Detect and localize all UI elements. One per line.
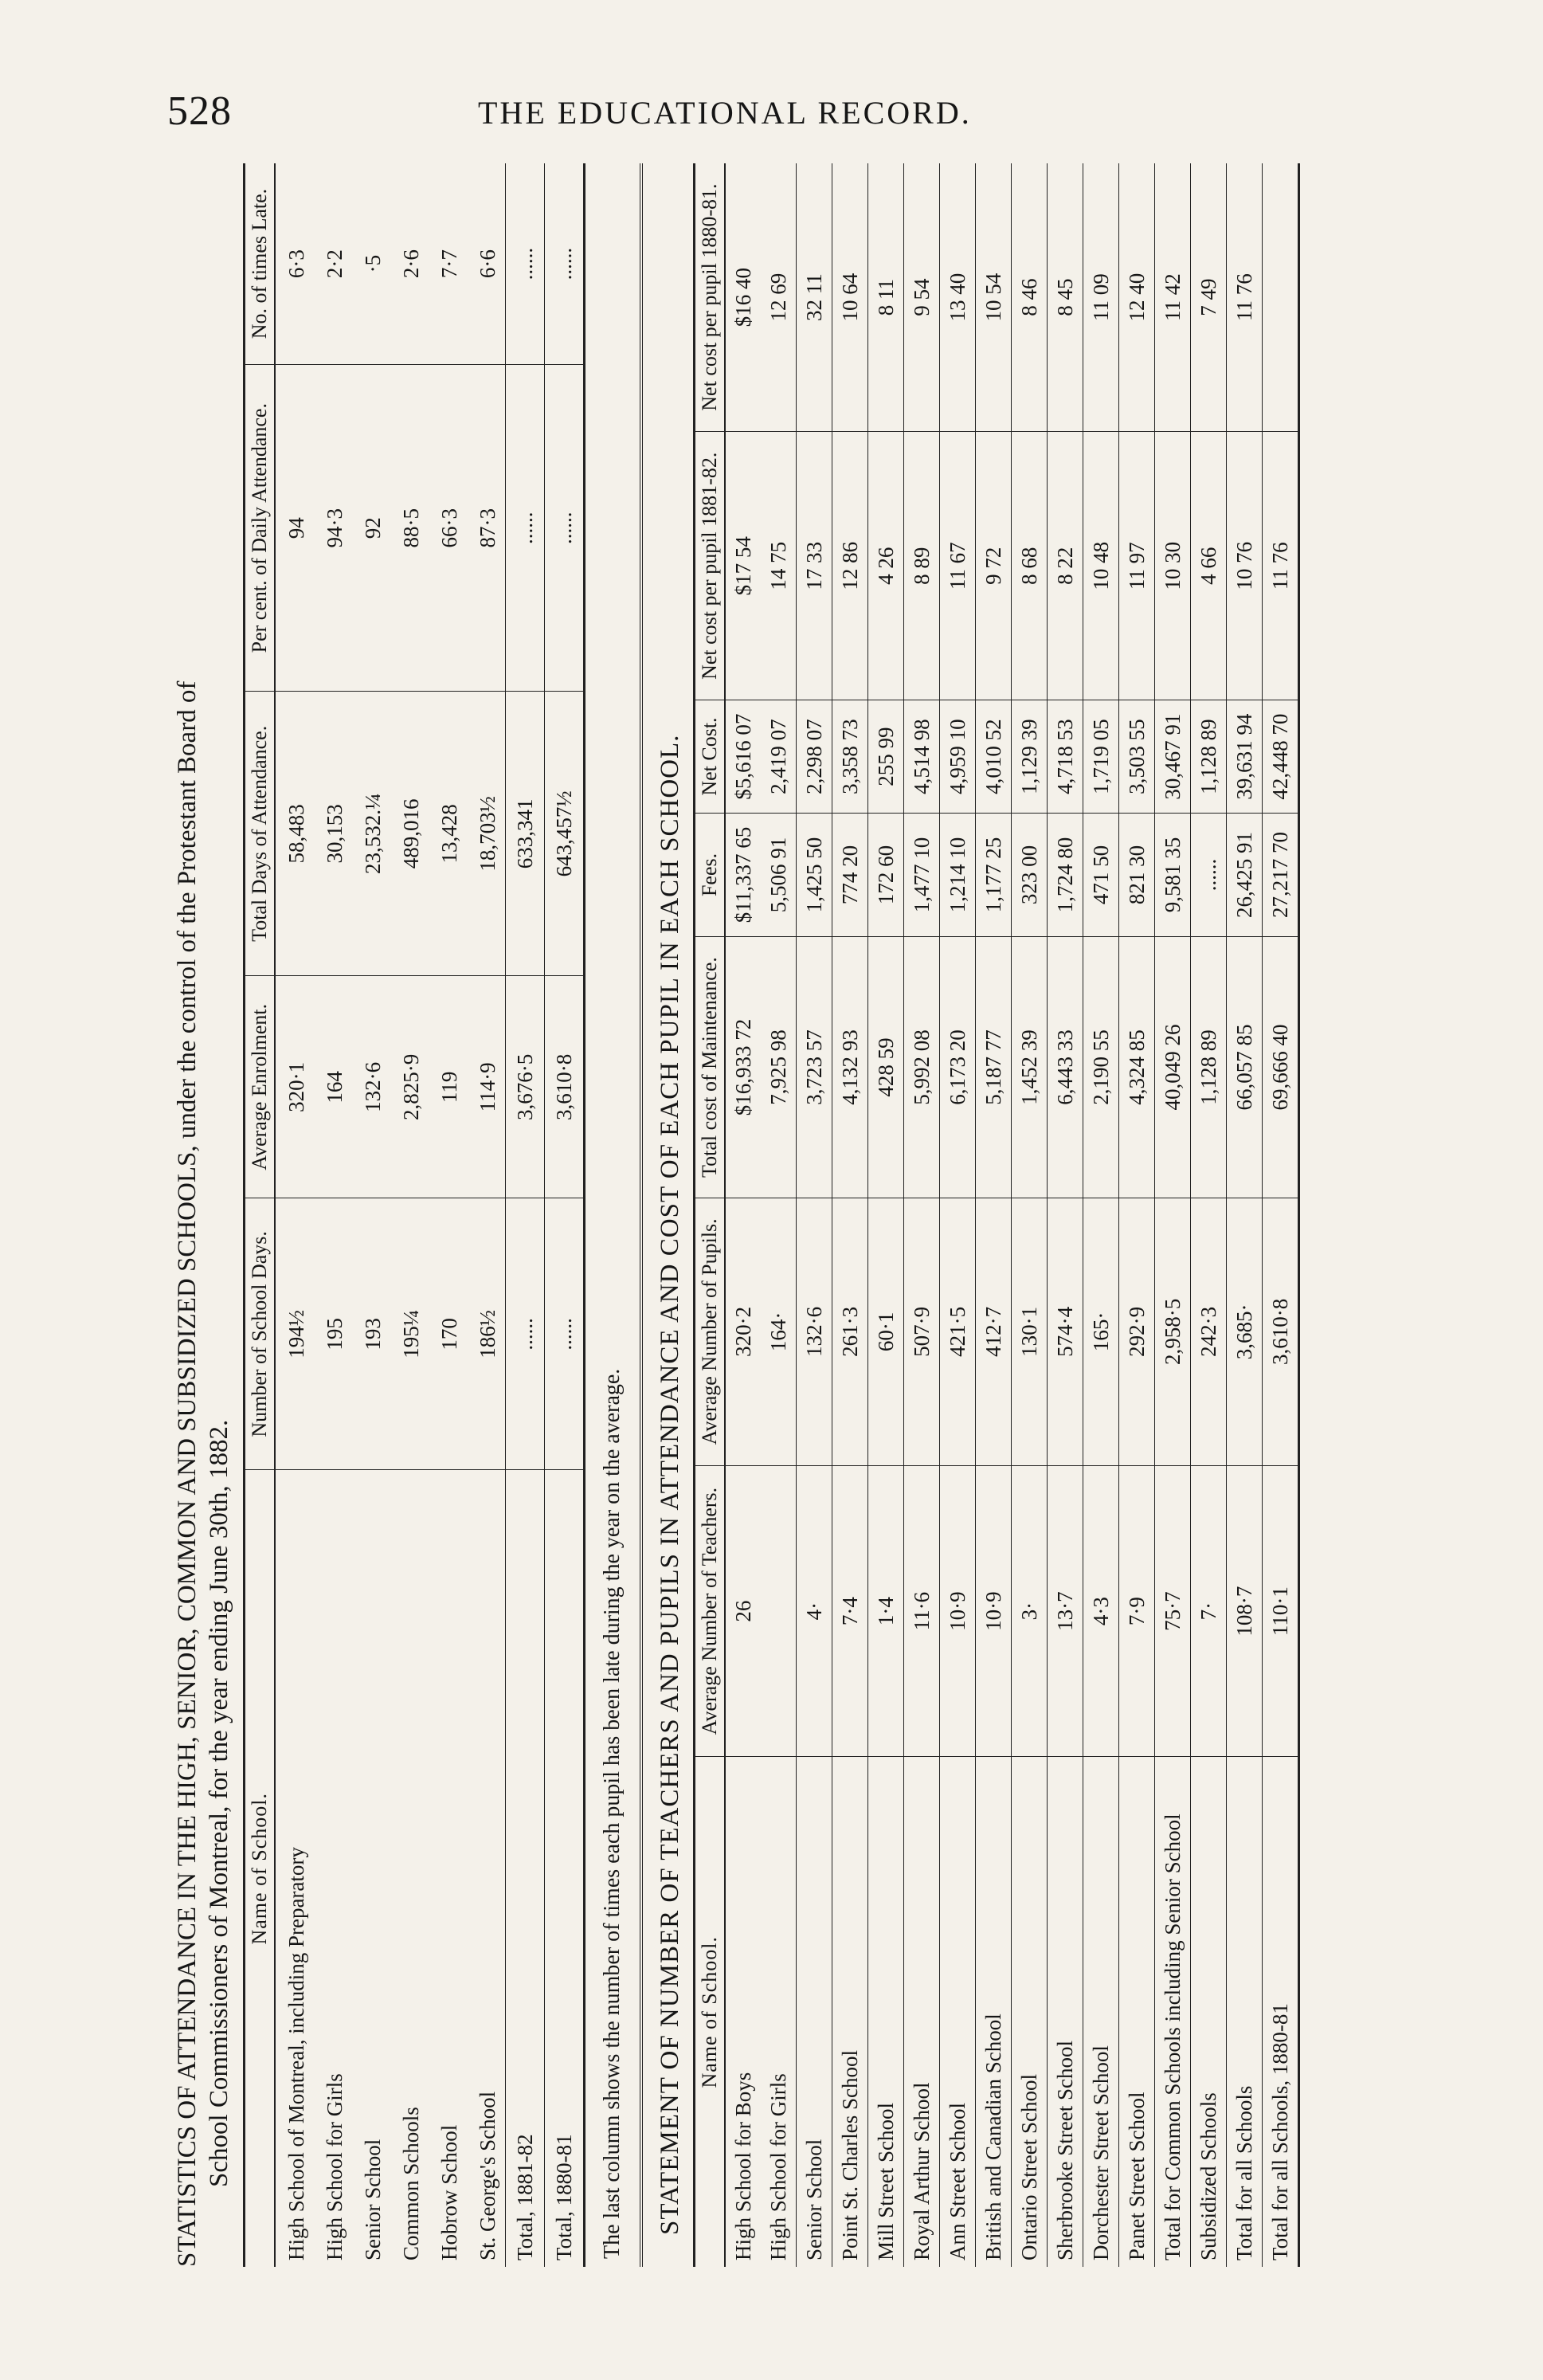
table-row bbox=[1119, 163, 1155, 2267]
cell-value: 195¼ bbox=[390, 1198, 429, 1470]
table-row bbox=[1191, 163, 1227, 2267]
cell-value: 1,129 39 bbox=[1012, 700, 1048, 813]
cell-value: 7 49 bbox=[1191, 163, 1227, 432]
cell-value: 110·1 bbox=[1263, 1465, 1299, 1757]
cell-value: 3,610·8 bbox=[545, 976, 585, 1198]
cell-value: 10·9 bbox=[976, 1465, 1012, 1757]
cell-value: 58,483 bbox=[275, 692, 314, 976]
cell-value: 5,506 91 bbox=[761, 813, 797, 936]
cell-value: 11·6 bbox=[904, 1465, 940, 1757]
cell-value: ·5 bbox=[352, 163, 390, 365]
col-header: Number of School Days. bbox=[245, 1198, 276, 1470]
cell-value: 27,217 70 bbox=[1263, 813, 1299, 936]
table-row bbox=[275, 163, 314, 2267]
cell-value: 471 50 bbox=[1083, 813, 1119, 936]
cell-value: ...... bbox=[545, 1198, 585, 1470]
cell-value: 186½ bbox=[467, 1198, 506, 1470]
cell-value: 3,676·5 bbox=[506, 976, 545, 1198]
cell-value: 6,173 20 bbox=[940, 937, 976, 1198]
cell-value: $11,337 65 bbox=[725, 813, 761, 936]
cell-value: $5,616 07 bbox=[725, 700, 761, 813]
row-label: Subsidized Schools bbox=[1191, 1757, 1227, 2267]
cell-value: 9,581 35 bbox=[1155, 813, 1191, 936]
cell-value: 87·3 bbox=[467, 365, 506, 692]
cell-value: 2·2 bbox=[314, 163, 352, 365]
col-header: Net Cost. bbox=[695, 700, 726, 813]
cell-value: 40,049 26 bbox=[1155, 937, 1191, 1198]
row-label: Total, 1881-82 bbox=[506, 1470, 545, 2267]
cell-value: 26,425 91 bbox=[1227, 813, 1263, 936]
cell-value: 2,825·9 bbox=[390, 976, 429, 1198]
cell-value: $17 54 bbox=[725, 432, 761, 700]
cell-value: 3,685· bbox=[1227, 1198, 1263, 1465]
cell-value: 4,132 93 bbox=[832, 937, 868, 1198]
cell-value: 633,341 bbox=[506, 692, 545, 976]
row-label: Point St. Charles School bbox=[832, 1757, 868, 2267]
table-row bbox=[352, 163, 390, 2267]
cell-value: 1,452 39 bbox=[1012, 937, 1048, 1198]
cell-value: 2,190 55 bbox=[1083, 937, 1119, 1198]
col-header: Average Number of Teachers. bbox=[695, 1465, 726, 1757]
row-label: Total, 1880-81 bbox=[545, 1470, 585, 2267]
cell-value: 130·1 bbox=[1012, 1198, 1048, 1465]
cell-value: ...... bbox=[545, 163, 585, 365]
cell-value: 13,428 bbox=[429, 692, 467, 976]
table-row bbox=[1263, 163, 1299, 2267]
cell-value: 3· bbox=[1012, 1465, 1048, 1757]
col-header: Name of School. bbox=[695, 1757, 726, 2267]
cell-value: 1,177 25 bbox=[976, 813, 1012, 936]
cost-table bbox=[693, 163, 1300, 2267]
page-number: 528 bbox=[167, 88, 232, 134]
cell-value: 3,610·8 bbox=[1263, 1198, 1299, 1465]
cell-value: 66,057 85 bbox=[1227, 937, 1263, 1198]
cell-value: 18,703½ bbox=[467, 692, 506, 976]
cell-value: 1,425 50 bbox=[797, 813, 832, 936]
row-label: Ann Street School bbox=[940, 1757, 976, 2267]
row-label: British and Canadian School bbox=[976, 1757, 1012, 2267]
cell-value: 4,324 85 bbox=[1119, 937, 1155, 1198]
cell-value: 12 69 bbox=[761, 163, 797, 432]
cell-value: 94·3 bbox=[314, 365, 352, 692]
cell-value: 5,187 77 bbox=[976, 937, 1012, 1198]
cell-value: 195 bbox=[314, 1198, 352, 1470]
cell-value: 7· bbox=[1191, 1465, 1227, 1757]
cell-value: 1·4 bbox=[868, 1465, 904, 1757]
cell-value: $16 40 bbox=[725, 163, 761, 432]
cell-value: 8 22 bbox=[1048, 432, 1083, 700]
cell-value: ...... bbox=[506, 163, 545, 365]
cost-header-row bbox=[695, 163, 726, 2267]
table1-caption: STATISTICS OF ATTENDANCE IN THE HIGH, SENIOR, COMMON AND SUBSIDIZED SCHOOLS, under the control of the Protestant Board of School Commissioners of Montreal, for the year ending June 30th, 1882. bbox=[173, 680, 233, 2267]
cell-value: 12 40 bbox=[1119, 163, 1155, 432]
cell-value: 26 bbox=[725, 1465, 761, 1757]
cell-value: 489,016 bbox=[390, 692, 429, 976]
running-title: THE EDUCATIONAL RECORD. bbox=[478, 95, 972, 131]
cell-value: 320·2 bbox=[725, 1198, 761, 1465]
cell-value: 164 bbox=[314, 976, 352, 1198]
table-row bbox=[467, 163, 506, 2267]
row-label: Panet Street School bbox=[1119, 1757, 1155, 2267]
cell-value: 1,214 10 bbox=[940, 813, 976, 936]
table-row bbox=[314, 163, 352, 2267]
cell-value: 194½ bbox=[275, 1198, 314, 1470]
cell-value: 2,298 07 bbox=[797, 700, 832, 813]
cell-value: 2,419 07 bbox=[761, 700, 797, 813]
cell-value: 643,457½ bbox=[545, 692, 585, 976]
cell-value: 428 59 bbox=[868, 937, 904, 1198]
cell-value: 94 bbox=[275, 365, 314, 692]
cell-value: 4 66 bbox=[1191, 432, 1227, 700]
cell-value: 11 76 bbox=[1227, 163, 1263, 432]
cell-value: 88·5 bbox=[390, 365, 429, 692]
cell-value: 132·6 bbox=[797, 1198, 832, 1465]
cell-value: 132·6 bbox=[352, 976, 390, 1198]
cell-value: 507·9 bbox=[904, 1198, 940, 1465]
col-header: Fees. bbox=[695, 813, 726, 936]
table-row bbox=[940, 163, 976, 2267]
cell-value: 12 86 bbox=[832, 432, 868, 700]
cell-value: 4,010 52 bbox=[976, 700, 1012, 813]
cell-value bbox=[1263, 163, 1299, 432]
col-header: Total cost of Maintenance. bbox=[695, 937, 726, 1198]
cell-value: 30,467 91 bbox=[1155, 700, 1191, 813]
cell-value: 10·9 bbox=[940, 1465, 976, 1757]
cell-value: 323 00 bbox=[1012, 813, 1048, 936]
cell-value: 11 76 bbox=[1263, 432, 1299, 700]
cell-value: 13 40 bbox=[940, 163, 976, 432]
cell-value: 7·4 bbox=[832, 1465, 868, 1757]
col-header: No. of times Late. bbox=[245, 163, 276, 365]
row-label: High School for Girls bbox=[323, 2073, 347, 2260]
cell-value: 1,477 10 bbox=[904, 813, 940, 936]
cell-value: 172 60 bbox=[868, 813, 904, 936]
cell-value: ...... bbox=[1191, 813, 1227, 936]
table-row bbox=[1083, 163, 1119, 2267]
cell-value: 574·4 bbox=[1048, 1198, 1083, 1465]
cell-value bbox=[761, 1465, 797, 1757]
cell-value: 10 64 bbox=[832, 163, 868, 432]
row-label: High School for Boys bbox=[731, 2072, 755, 2260]
row-label: Common Schools bbox=[399, 2107, 423, 2260]
cell-value: 14 75 bbox=[761, 432, 797, 700]
attendance-note: The last column shows the number of times each pupil has been late during the year on the average. bbox=[585, 163, 643, 2267]
cell-value: 4,514 98 bbox=[904, 700, 940, 813]
cell-value: 2·6 bbox=[390, 163, 429, 365]
cell-value: 3,503 55 bbox=[1119, 700, 1155, 813]
cell-value: 92 bbox=[352, 365, 390, 692]
cell-value: 3,723 57 bbox=[797, 937, 832, 1198]
col-header: Net cost per pupil 1881-82. bbox=[695, 432, 726, 700]
cell-value: 11 67 bbox=[940, 432, 976, 700]
col-header: Net cost per pupil 1880-81. bbox=[695, 163, 726, 432]
cell-value: 108·7 bbox=[1227, 1465, 1263, 1757]
cell-value: 193 bbox=[352, 1198, 390, 1470]
cell-value: 66·3 bbox=[429, 365, 467, 692]
cell-value: 8 68 bbox=[1012, 432, 1048, 700]
cell-value: 774 20 bbox=[832, 813, 868, 936]
row-label: Senior School bbox=[797, 1757, 832, 2267]
rotated-tables bbox=[171, 163, 1350, 2267]
cell-value: 30,153 bbox=[314, 692, 352, 976]
cell-value: 75·7 bbox=[1155, 1465, 1191, 1757]
cell-value: 6,443 33 bbox=[1048, 937, 1083, 1198]
cell-value: 412·7 bbox=[976, 1198, 1012, 1465]
cell-value: 9 72 bbox=[976, 432, 1012, 700]
cell-value: 7·9 bbox=[1119, 1465, 1155, 1757]
cell-value: 4· bbox=[797, 1465, 832, 1757]
col-header: Name of School. bbox=[245, 1470, 276, 2267]
cell-value: 114·9 bbox=[467, 976, 506, 1198]
cell-value: 69,666 40 bbox=[1263, 937, 1299, 1198]
attendance-header-row bbox=[245, 163, 276, 2267]
cell-value: 821 30 bbox=[1119, 813, 1155, 936]
row-label: Dorchester Street School bbox=[1083, 1757, 1119, 2267]
cell-value: 11 09 bbox=[1083, 163, 1119, 432]
cell-value: ...... bbox=[506, 1198, 545, 1470]
cell-value: 11 97 bbox=[1119, 432, 1155, 700]
cell-value: 261·3 bbox=[832, 1198, 868, 1465]
cell-value: 10 48 bbox=[1083, 432, 1119, 700]
table-row bbox=[761, 163, 797, 2267]
cell-value: 8 11 bbox=[868, 163, 904, 432]
row-label: Hobrow School bbox=[437, 2124, 461, 2260]
cell-value: 8 89 bbox=[904, 432, 940, 700]
row-label: Total for all Schools bbox=[1227, 1757, 1263, 2267]
cell-value: 8 46 bbox=[1012, 163, 1048, 432]
cell-value: 7·7 bbox=[429, 163, 467, 365]
cell-value: 242·3 bbox=[1191, 1198, 1227, 1465]
table-row bbox=[1227, 163, 1263, 2267]
cell-value: 10 30 bbox=[1155, 432, 1191, 700]
cell-value: 5,992 08 bbox=[904, 937, 940, 1198]
cell-value: 13·7 bbox=[1048, 1465, 1083, 1757]
cell-value: 1,128 89 bbox=[1191, 700, 1227, 813]
row-label: Royal Arthur School bbox=[904, 1757, 940, 2267]
table-row bbox=[797, 163, 832, 2267]
cell-value: 165· bbox=[1083, 1198, 1119, 1465]
cell-value: 17 33 bbox=[797, 432, 832, 700]
row-label: Total for all Schools, 1880-81 bbox=[1263, 1757, 1299, 2267]
table-row bbox=[725, 163, 761, 2267]
cell-value: 170 bbox=[429, 1198, 467, 1470]
cell-value: 4·3 bbox=[1083, 1465, 1119, 1757]
table-row bbox=[390, 163, 429, 2267]
cell-value: 421·5 bbox=[940, 1198, 976, 1465]
cell-value: 42,448 70 bbox=[1263, 700, 1299, 813]
cell-value: ...... bbox=[506, 365, 545, 692]
row-label: High School for Girls bbox=[766, 2073, 790, 2260]
row-label: Sherbrooke Street School bbox=[1048, 1757, 1083, 2267]
col-header: Total Days of Attendance. bbox=[245, 692, 276, 976]
running-header bbox=[0, 0, 1543, 159]
cell-value: 9 54 bbox=[904, 163, 940, 432]
row-label: Mill Street School bbox=[868, 1757, 904, 2267]
cell-value: 3,358 73 bbox=[832, 700, 868, 813]
cell-value: 4 26 bbox=[868, 432, 904, 700]
table-row bbox=[545, 163, 585, 2267]
table-row bbox=[976, 163, 1012, 2267]
cell-value: 6·6 bbox=[467, 163, 506, 365]
cell-value: 23,532.¼ bbox=[352, 692, 390, 976]
cell-value: 1,128 89 bbox=[1191, 937, 1227, 1198]
col-header: Per cent. of Daily Attendance. bbox=[245, 365, 276, 692]
cell-value: 292·9 bbox=[1119, 1198, 1155, 1465]
cell-value: $16,933 72 bbox=[725, 937, 761, 1198]
cell-value: 2,958·5 bbox=[1155, 1198, 1191, 1465]
table-row bbox=[506, 163, 545, 2267]
cell-value: 320·1 bbox=[275, 976, 314, 1198]
cell-value: 11 42 bbox=[1155, 163, 1191, 432]
col-header: Average Enrolment. bbox=[245, 976, 276, 1198]
cell-value: 1,719 05 bbox=[1083, 700, 1119, 813]
cell-value: 6·3 bbox=[275, 163, 314, 365]
cell-value: 255 99 bbox=[868, 700, 904, 813]
cell-value: 10 54 bbox=[976, 163, 1012, 432]
row-label: St. George's School bbox=[476, 2091, 499, 2260]
cell-value: 164· bbox=[761, 1198, 797, 1465]
cell-value: 7,925 98 bbox=[761, 937, 797, 1198]
cell-value: ...... bbox=[545, 365, 585, 692]
table-row bbox=[868, 163, 904, 2267]
row-label: Ontario Street School bbox=[1012, 1757, 1048, 2267]
table2-caption: STATEMENT OF NUMBER OF TEACHERS AND PUPILS IN ATTENDANCE AND COST OF EACH PUPIL IN EACH SCHOOL. bbox=[656, 734, 684, 2235]
col-header: Average Number of Pupils. bbox=[695, 1198, 726, 1465]
cell-value: 4,718 53 bbox=[1048, 700, 1083, 813]
cell-value: 39,631 94 bbox=[1227, 700, 1263, 813]
table-row bbox=[429, 163, 467, 2267]
table-row bbox=[904, 163, 940, 2267]
cell-value: 10 76 bbox=[1227, 432, 1263, 700]
attendance-table bbox=[243, 163, 585, 2267]
cell-value: 8 45 bbox=[1048, 163, 1083, 432]
table-row bbox=[1155, 163, 1191, 2267]
cell-value: 32 11 bbox=[797, 163, 832, 432]
cell-value: 4,959 10 bbox=[940, 700, 976, 813]
cell-value: 1,724 80 bbox=[1048, 813, 1083, 936]
row-label: Total for Common Schools including Senior School bbox=[1155, 1757, 1191, 2267]
row-label: High School of Montreal, including Preparatory bbox=[284, 1847, 308, 2260]
table-row bbox=[832, 163, 868, 2267]
cell-value: 119 bbox=[429, 976, 467, 1198]
cell-value: 60·1 bbox=[868, 1198, 904, 1465]
table-row bbox=[1048, 163, 1083, 2267]
table-row bbox=[1012, 163, 1048, 2267]
row-label: Senior School bbox=[361, 2139, 385, 2260]
